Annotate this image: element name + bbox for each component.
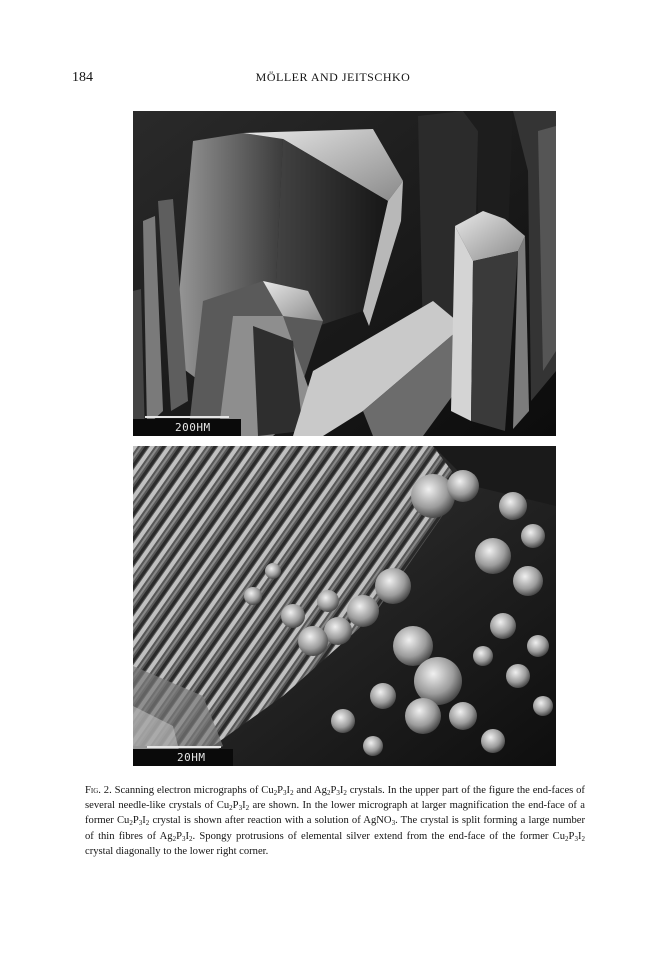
caption-text: P (132, 815, 139, 827)
caption-text: crystals. In the upper part of the figure the end-faces of several needle-like crystals of Cu (85, 785, 585, 812)
caption-text: I (242, 800, 246, 812)
caption-text: P (176, 830, 182, 842)
caption-text: I (339, 785, 344, 796)
caption-text: . Spongy protrusions of elemental silver extend from the end-face of the former Cu (192, 830, 566, 842)
caption-text: P (568, 830, 575, 842)
upper-scale-bar (145, 416, 229, 418)
lower-scale-bar (147, 746, 221, 748)
caption-subscript: 2 (129, 819, 133, 828)
caption-subscript: 2 (273, 789, 278, 797)
caption-text: are shown. In the lower micrograph at larger magnification the end-face of a former Cu (85, 800, 585, 827)
caption-text: and Ag (293, 785, 327, 796)
caption-text: crystal diagonally to the lower right corner. (85, 845, 269, 857)
caption-subscript: 2 (581, 834, 585, 843)
lower-micrograph-image (133, 446, 556, 766)
caption-text: I (577, 830, 582, 842)
figure-caption (85, 783, 585, 859)
caption-text: crystal is shown after reaction with a solution of AgNO (149, 815, 392, 827)
lower-micrograph (133, 446, 556, 766)
caption-subscript: 3 (283, 789, 287, 797)
running-head (72, 70, 594, 88)
running-title: MÖLLER AND JEITSCHKO (255, 70, 411, 84)
caption-subscript: 2 (565, 834, 569, 843)
caption-text: I (142, 815, 146, 827)
caption-subscript: 3 (138, 819, 143, 828)
caption-subscript: 2 (229, 804, 233, 813)
caption-subscript: 3 (181, 834, 186, 843)
page-number: 184 (72, 70, 93, 85)
figure-label: Fig. 2. (85, 785, 112, 796)
lower-scale-label: 20HM (177, 751, 206, 764)
upper-micrograph (133, 111, 556, 436)
caption-text: P (232, 800, 239, 812)
caption-subscript: 2 (189, 834, 193, 843)
caption-subscript: 2 (343, 789, 347, 797)
caption-text: P (330, 785, 337, 796)
caption-subscript: 2 (172, 834, 177, 843)
caption-text: I (286, 785, 291, 796)
caption-text: P (277, 785, 284, 796)
caption-subscript: 2 (145, 819, 150, 828)
caption-subscript: 2 (326, 789, 331, 797)
caption-subscript: 3 (391, 819, 396, 828)
caption-subscript: 3 (336, 789, 340, 797)
caption-text: . The crystal is split forming a large number of thin fibres of Ag (85, 815, 586, 842)
caption-text: I (185, 830, 190, 842)
caption-subscript: 2 (245, 804, 250, 813)
caption-subscript: 3 (238, 804, 243, 813)
caption-subscript: 2 (290, 789, 294, 797)
upper-scale-label: 200HM (175, 421, 211, 434)
caption-text: Scanning electron micrographs of Cu (111, 785, 274, 796)
upper-micrograph-image (133, 111, 556, 436)
caption-subscript: 3 (574, 834, 578, 843)
